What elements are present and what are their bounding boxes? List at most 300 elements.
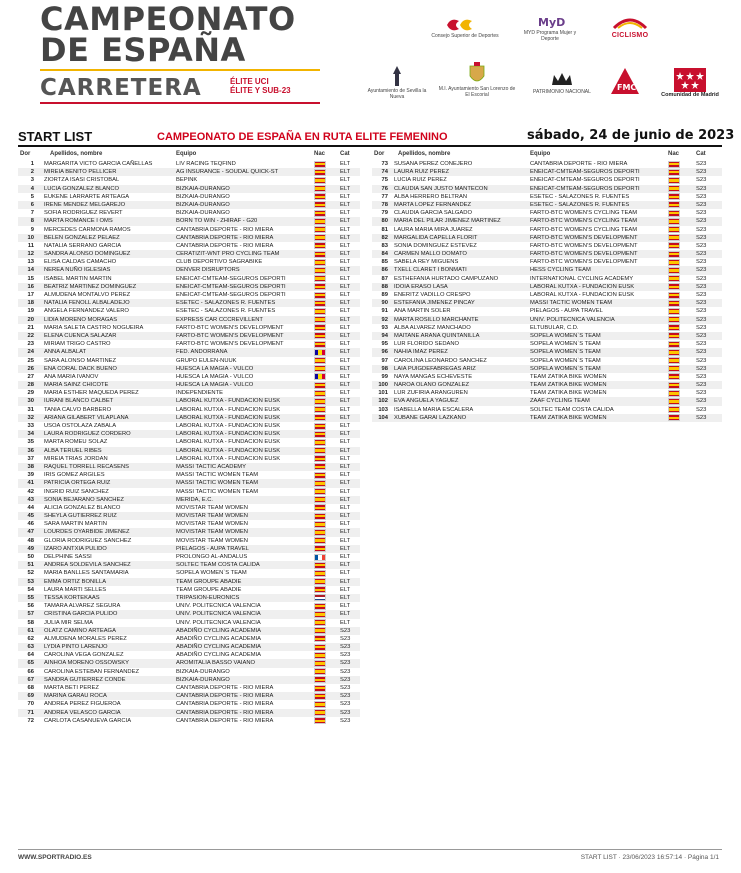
rider-dorsal: 16: [27, 283, 34, 290]
rider-category: ELT: [340, 414, 351, 421]
rider-category: ELT: [340, 423, 351, 429]
rider-category: ELT: [340, 292, 351, 298]
nationality-flag-icon: [315, 243, 325, 248]
rider-team: TEAM GROUPE ABADIE: [176, 586, 242, 593]
rider-team: ELTUBULAR, C.D.: [530, 324, 579, 331]
rider-row: [18, 569, 360, 577]
rider-team: CANTABRIA DEPORTE - RIO MIERA: [176, 226, 274, 233]
start-list-label: START LIST: [18, 129, 93, 144]
rider-category: S23: [696, 283, 707, 290]
rider-name: LYDIA PINTO LARENJO: [44, 644, 108, 651]
rider-category: S23: [340, 676, 351, 683]
rider-row: [372, 340, 722, 348]
rider-row: [18, 357, 360, 365]
rider-dorsal: 63: [27, 644, 34, 651]
rider-name: MARIA SAINZ CHICOTE: [44, 382, 109, 389]
rider-row: [372, 258, 722, 266]
rider-category: ELT: [340, 554, 351, 560]
rider-team: TEAM ZATIKA BIKE WOMEN: [530, 373, 607, 380]
rider-category: ELT: [340, 300, 351, 307]
rider-team: FARTO-BTC WOMEN'S DEVELOPMENT: [530, 251, 638, 258]
rider-row: [18, 348, 360, 356]
start-list-left-column: [18, 151, 360, 725]
rider-dorsal: 41: [27, 480, 34, 487]
rider-dorsal: 31: [27, 406, 34, 413]
rider-category: ELT: [340, 218, 351, 225]
rider-category: ELT: [340, 488, 351, 495]
rider-team: MASSI TACTIC WOMEN TEAM: [530, 300, 613, 307]
rider-dorsal: 83: [381, 242, 388, 249]
nationality-flag-icon: [315, 202, 325, 207]
rider-row: [372, 397, 722, 405]
rider-category: ELT: [340, 619, 351, 626]
rider-name: MARTA LOPEZ FERNANDEZ: [394, 201, 472, 208]
rider-name: SOFIA RODRIGUEZ REVERT: [44, 210, 123, 217]
nationality-flag-icon: [315, 456, 325, 461]
rider-name: ALMUDENA MONTALVO PEREZ: [44, 292, 131, 298]
rider-row: [18, 717, 360, 725]
rider-team: LABORAL KUTXA - FUNDACION EUSK: [530, 292, 635, 298]
nationality-flag-icon: [315, 473, 325, 478]
rider-row: [18, 406, 360, 414]
rider-category: S23: [340, 693, 351, 700]
rider-dorsal: 99: [381, 373, 388, 380]
rider-dorsal: 2: [30, 169, 34, 176]
rider-dorsal: 51: [27, 562, 34, 569]
nationality-flag-icon: [315, 522, 325, 527]
rider-category: S23: [696, 275, 707, 282]
rider-category: ELT: [340, 431, 351, 438]
rider-team: BEPINK: [176, 177, 198, 184]
rider-dorsal: 72: [27, 717, 34, 724]
rider-dorsal: 85: [381, 259, 388, 266]
nationality-flag-icon: [315, 612, 325, 617]
nationality-flag-icon: [669, 202, 679, 207]
rider-category: ELT: [340, 529, 351, 536]
rider-team: PIELAGOS - AUPA TRAVEL: [530, 308, 603, 315]
rider-team: FARTO-BTC WOMEN'S DEVELOPMENT: [176, 324, 284, 331]
nationality-flag-icon: [315, 579, 325, 584]
rider-row: [372, 234, 722, 242]
nationality-flag-icon: [669, 162, 679, 167]
rider-dorsal: 44: [27, 504, 34, 511]
rider-name: MARTA BETI PEREZ: [44, 685, 99, 691]
rider-row: [18, 602, 360, 610]
rider-category: ELT: [340, 341, 351, 348]
patrimonio-nacional-logo: PATRIMONIO NACIONAL: [530, 62, 594, 102]
rider-name: SONIA DOMINGUEZ ESTEVEZ: [394, 242, 477, 249]
nationality-flag-icon: [315, 595, 325, 600]
rider-row: [18, 520, 360, 528]
rider-name: LUCIA GONZALEZ BLANCO: [44, 185, 120, 192]
rider-team: MOVISTAR TEAM WOMEN: [176, 513, 248, 520]
nationality-flag-icon: [669, 317, 679, 322]
rider-name: SANDRA ALONSO DOMINGUEZ: [44, 251, 131, 258]
rider-category: ELT: [340, 537, 351, 544]
rider-dorsal: 77: [381, 193, 388, 200]
comunidad-madrid-logo: Comunidad de Madrid: [660, 62, 720, 104]
nationality-flag-icon: [315, 211, 325, 216]
rider-name: MARGARITA VICTO GARCIA CAÑELLAS: [44, 161, 153, 167]
col-header-team: Equipo: [176, 151, 197, 157]
column-headers-right: [372, 151, 722, 160]
col-header-cat: Cat: [340, 151, 350, 157]
rider-row: [18, 635, 360, 643]
rider-team: TRIPASION-EURONICS: [176, 594, 240, 601]
footer-rule: [18, 849, 722, 850]
rider-category: S23: [696, 324, 707, 331]
nationality-flag-icon: [315, 162, 325, 167]
rider-category: ELT: [340, 594, 351, 601]
rider-team: CANTABRIA DEPORTE - RIO MIERA: [176, 685, 274, 691]
rider-team: ZAAF CYCLING TEAM: [530, 398, 590, 405]
rider-name: TESSA KORTEKAAS: [44, 594, 100, 601]
rider-team: SOPELA WOMEN`S TEAM: [530, 341, 601, 348]
rider-name: MIREIA TRIAS JORDAN: [44, 455, 108, 462]
nationality-flag-icon: [669, 350, 679, 355]
rider-dorsal: 97: [381, 357, 388, 364]
rider-row: [372, 209, 722, 217]
fmc-logo: [600, 62, 650, 102]
rider-name: DELPHINE SASSI: [44, 554, 92, 560]
rider-dorsal: 42: [27, 488, 34, 495]
rider-row: [18, 365, 360, 373]
rider-dorsal: 69: [27, 693, 34, 700]
rider-row: [18, 643, 360, 651]
rider-category: S23: [696, 349, 707, 356]
rider-team: LIV RACING TEQFIND: [176, 161, 236, 167]
rider-team: ENEICAT-CMTEAM-SEGUROS DEPORTI: [530, 177, 640, 184]
rider-dorsal: 76: [381, 185, 388, 192]
rider-dorsal: 1: [30, 161, 34, 167]
rider-name: ENA CORAL DACK BUENO: [44, 365, 117, 372]
rider-category: ELT: [340, 480, 351, 487]
rider-dorsal: 17: [27, 292, 34, 298]
rider-category: ELT: [340, 472, 351, 479]
rider-row: [18, 275, 360, 283]
rider-row: [18, 430, 360, 438]
rider-category: ELT: [340, 308, 351, 315]
rider-team: ABADIÑO CYCLING ACADEMIA: [176, 652, 262, 659]
rider-dorsal: 53: [27, 578, 34, 585]
rider-row: [18, 373, 360, 381]
nationality-flag-icon: [315, 669, 325, 674]
rider-category: S23: [696, 201, 707, 208]
rider-row: [372, 316, 722, 324]
rider-row: [18, 438, 360, 446]
rider-row: [372, 193, 722, 201]
nationality-flag-icon: [669, 268, 679, 273]
rider-team: ENEICAT-CMTEAM-SEGUROS DEPORTI: [176, 283, 286, 290]
nationality-flag-icon: [315, 383, 325, 388]
rider-category: S23: [696, 365, 707, 372]
rider-dorsal: 47: [27, 529, 34, 536]
event-title: [40, 0, 296, 69]
rider-dorsal: 9: [30, 226, 34, 233]
rider-name: ALBA TERUEL RIBES: [44, 447, 102, 454]
rider-team: LABORAL KUTXA - FUNDACION EUSK: [530, 283, 635, 290]
rider-dorsal: 5: [30, 193, 34, 200]
rider-category: ELT: [340, 562, 351, 569]
nationality-flag-icon: [669, 415, 679, 420]
rider-team: MASSI TACTIC WOMEN TEAM: [176, 488, 259, 495]
rider-dorsal: 45: [27, 513, 34, 520]
rider-row: [18, 488, 360, 496]
rider-category: ELT: [340, 324, 351, 331]
rider-row: [18, 619, 360, 627]
rider-dorsal: 26: [27, 365, 34, 372]
rider-name: BEATRIZ MARTINEZ DOMINGUEZ: [44, 283, 137, 290]
nationality-flag-icon: [315, 284, 325, 289]
nationality-flag-icon: [669, 333, 679, 338]
nationality-flag-icon: [315, 399, 325, 404]
rider-team: CANTABRIA DEPORTE - RIO MIERA: [176, 693, 274, 700]
nationality-flag-icon: [315, 366, 325, 371]
rider-team: SOPELA WOMEN`S TEAM: [176, 570, 247, 577]
rider-category: S23: [696, 332, 707, 339]
escorial-logo: M.I. Ayuntamiento San Lorenzo de El Escorial: [437, 58, 517, 102]
nationality-flag-icon: [315, 301, 325, 306]
nationality-flag-icon: [315, 604, 325, 609]
rider-dorsal: 6: [30, 201, 34, 208]
nationality-flag-icon: [669, 260, 679, 265]
rider-dorsal: 79: [381, 210, 388, 217]
rider-name: ANDREA SOLDEVILA SANCHEZ: [44, 562, 131, 569]
rider-category: S23: [696, 226, 707, 233]
nationality-flag-icon: [315, 325, 325, 330]
rider-category: S23: [696, 414, 707, 421]
rider-name: LAURA RUIZ PEREZ: [394, 169, 450, 176]
nationality-flag-icon: [315, 235, 325, 240]
rider-name: ANDREA VELASCO GARCIA: [44, 709, 121, 716]
rider-team: HUESCA LA MAGIA - VULCO: [176, 365, 254, 372]
rider-row: [18, 340, 360, 348]
rider-team: CANTABRIA DEPORTE - RIO MIERA: [176, 234, 274, 241]
nationality-flag-icon: [315, 260, 325, 265]
rider-category: S23: [340, 668, 351, 675]
rider-dorsal: 78: [381, 201, 388, 208]
rider-name: ELENA CUENCA SALAZAR: [44, 332, 117, 339]
rfec-logo-icon: [610, 14, 650, 32]
rider-team: BIZKAIA-DURANGO: [176, 210, 230, 217]
rider-name: EMMA ORTIZ BONILLA: [44, 578, 107, 585]
nationality-flag-icon: [315, 415, 325, 420]
rider-name: LAURA MARTI SELLES: [44, 586, 107, 593]
rider-dorsal: 38: [27, 463, 34, 470]
rider-name: IZARO ANTXIA PULIDO: [44, 545, 107, 552]
rider-name: MARTA ROMEU SOLAZ: [44, 439, 108, 446]
rider-category: S23: [340, 685, 351, 691]
rider-row: [372, 357, 722, 365]
rider-team: MERIDA, E.C.: [176, 496, 214, 503]
rider-row: [18, 684, 360, 692]
rider-dorsal: 43: [27, 496, 34, 503]
rider-name: ESTEFANIA JIMENEZ PINCAY: [394, 300, 475, 307]
rider-category: S23: [696, 234, 707, 241]
rider-row: [18, 176, 360, 184]
rider-team: MOVISTAR TEAM WOMEN: [176, 504, 248, 511]
rider-name: CAROLINA ESTEBAN FERNANDEZ: [44, 668, 140, 675]
nationality-flag-icon: [315, 276, 325, 281]
rider-name: MARGALIDA CAPELLA FLORIT: [394, 234, 478, 241]
rider-team: MASSI TACTIC WOMEN TEAM: [176, 480, 259, 487]
rider-row: [372, 266, 722, 274]
rider-name: LAURA RODRIGUEZ CORDERO: [44, 431, 131, 438]
rider-category: ELT: [340, 259, 351, 266]
rider-row: [372, 324, 722, 332]
nationality-flag-icon: [669, 293, 679, 298]
rider-dorsal: 65: [27, 660, 34, 667]
rider-name: ALBA HERRERO BELTRAN: [394, 193, 468, 200]
rider-row: [372, 160, 722, 168]
rider-dorsal: 73: [381, 161, 388, 167]
nationality-flag-icon: [669, 309, 679, 314]
rider-row: [18, 512, 360, 520]
rider-dorsal: 23: [27, 341, 34, 348]
nationality-flag-icon: [315, 194, 325, 199]
rider-dorsal: 71: [27, 709, 34, 716]
rider-dorsal: 29: [27, 390, 34, 397]
rider-row: [18, 389, 360, 397]
rider-row: [18, 676, 360, 684]
rider-rows-left: [18, 160, 360, 725]
rider-row: [18, 226, 360, 234]
rider-team: SOPELA WOMEN`S TEAM: [530, 349, 601, 356]
rider-dorsal: 13: [27, 259, 34, 266]
rider-row: [372, 185, 722, 193]
rider-team: BIZKAIA-DURANGO: [176, 668, 230, 675]
rider-dorsal: 37: [27, 455, 34, 462]
rider-team: ABADIÑO CYCLING ACADEMIA: [176, 644, 262, 651]
rider-category: S23: [696, 218, 707, 225]
rider-dorsal: 20: [27, 316, 34, 323]
rider-team: MOVISTAR TEAM WOMEN: [176, 521, 248, 528]
nationality-flag-icon: [315, 571, 325, 576]
rider-category: S23: [696, 357, 707, 364]
rider-team: ENEICAT-CMTEAM-SEGUROS DEPORTI: [176, 275, 286, 282]
rider-team: INTERNATIONAL CYCLING ACADEMY: [530, 275, 634, 282]
rider-team: SOLTEC TEAM COSTA CALIDA: [530, 406, 614, 413]
rider-category: ELT: [340, 316, 351, 323]
sevilla-la-nueva-crest-icon: [387, 64, 407, 88]
rider-name: MARINA GARAU ROCA: [44, 693, 107, 700]
nationality-flag-icon: [315, 530, 325, 535]
rider-row: [18, 447, 360, 455]
patrimonio-crown-icon: [550, 69, 574, 89]
nationality-flag-icon: [315, 227, 325, 232]
nationality-flag-icon: [669, 178, 679, 183]
rider-category: S23: [696, 390, 707, 397]
rider-name: ALBA ALVAREZ MANCHADO: [394, 324, 471, 331]
rider-row: [18, 479, 360, 487]
rider-name: NAHIA IMAZ PEREZ: [394, 349, 448, 356]
rider-team: LABORAL KUTXA - FUNDACION EUSK: [176, 455, 281, 462]
rider-team: FARTO-BTC WOMEN'S DEVELOPMENT: [530, 259, 638, 266]
event-title-line1: CAMPEONATO: [40, 0, 296, 38]
rider-row: [372, 291, 722, 299]
rider-category: ELT: [340, 169, 351, 176]
nationality-flag-icon: [669, 366, 679, 371]
nationality-flag-icon: [315, 718, 325, 723]
rider-row: [18, 160, 360, 168]
rider-dorsal: 24: [27, 349, 34, 356]
rider-dorsal: 52: [27, 570, 34, 577]
rider-name: JULIA MIR SELMA: [44, 619, 93, 626]
rider-dorsal: 49: [27, 545, 34, 552]
rider-name: CRISTINA GARCIA PULIDO: [44, 611, 118, 618]
nationality-flag-icon: [669, 391, 679, 396]
rider-team: PIELAGOS - AUPA TRAVEL: [176, 545, 249, 552]
rider-category: ELT: [340, 513, 351, 520]
rider-name: USOA OSTOLAZA ZABALA: [44, 423, 117, 429]
rider-category: ELT: [340, 210, 351, 217]
nationality-flag-icon: [669, 243, 679, 248]
rider-dorsal: 58: [27, 619, 34, 626]
rider-dorsal: 14: [27, 267, 34, 274]
rider-row: [18, 594, 360, 602]
rider-category: S23: [696, 210, 707, 217]
rider-dorsal: 15: [27, 275, 34, 282]
rider-team: LABORAL KUTXA - FUNDACION EUSK: [176, 406, 281, 413]
rider-category: ELT: [340, 201, 351, 208]
rider-category: ELT: [340, 455, 351, 462]
rider-row: [18, 193, 360, 201]
rider-team: HUESCA LA MAGIA - VULCO: [176, 382, 254, 389]
rider-row: [18, 553, 360, 561]
rider-name: PATRICIA ORTEGA RUIZ: [44, 480, 111, 487]
rider-name: MARIA SALETA CASTRO NOGUEIRA: [44, 324, 144, 331]
nationality-flag-icon: [315, 440, 325, 445]
rider-name: ANDREA PEREZ FIGUEROA: [44, 701, 121, 708]
rider-row: [18, 201, 360, 209]
footer-website[interactable]: WWW.SPORTRADIO.ES: [18, 854, 92, 861]
rider-name: IRENE MENDEZ MELGAREJO: [44, 201, 126, 208]
nationality-flag-icon: [315, 628, 325, 633]
rider-name: NATALIA SERRANO GARCIA: [44, 242, 122, 249]
rider-row: [372, 283, 722, 291]
rider-team: SOPELA WOMEN`S TEAM: [530, 357, 601, 364]
rider-row: [18, 627, 360, 635]
rider-name: LOURDES OYARBIDE JIMENEZ: [44, 529, 130, 536]
rider-category: ELT: [340, 283, 351, 290]
nationality-flag-icon: [669, 399, 679, 404]
rider-row: [18, 250, 360, 258]
rider-name: MAITANE ARANA QUINTANILLA: [394, 332, 480, 339]
rider-row: [18, 381, 360, 389]
rider-dorsal: 7: [30, 210, 34, 217]
rider-row: [18, 471, 360, 479]
rider-row: [18, 610, 360, 618]
rider-name: NEREA NUÑO IGLESIAS: [44, 267, 111, 274]
rider-row: [372, 414, 722, 422]
rider-team: BIZKAIA-DURANGO: [176, 185, 230, 192]
rider-dorsal: 4: [30, 185, 34, 192]
rider-category: S23: [696, 259, 707, 266]
nationality-flag-icon: [315, 563, 325, 568]
nationality-flag-icon: [315, 358, 325, 363]
rider-row: [372, 348, 722, 356]
svg-text:FMC: FMC: [617, 83, 637, 92]
nationality-flag-icon: [315, 555, 325, 560]
nationality-flag-icon: [315, 636, 325, 641]
rider-row: [18, 332, 360, 340]
rider-name: ZIORTZA ISASI CRISTOBAL: [44, 177, 120, 184]
rider-category: ELT: [340, 226, 351, 233]
event-title-line2: DE ESPAÑA: [40, 31, 246, 69]
nationality-flag-icon: [315, 268, 325, 273]
rider-name: BELEN GONZALEZ PELAEZ: [44, 234, 120, 241]
nationality-flag-icon: [669, 358, 679, 363]
